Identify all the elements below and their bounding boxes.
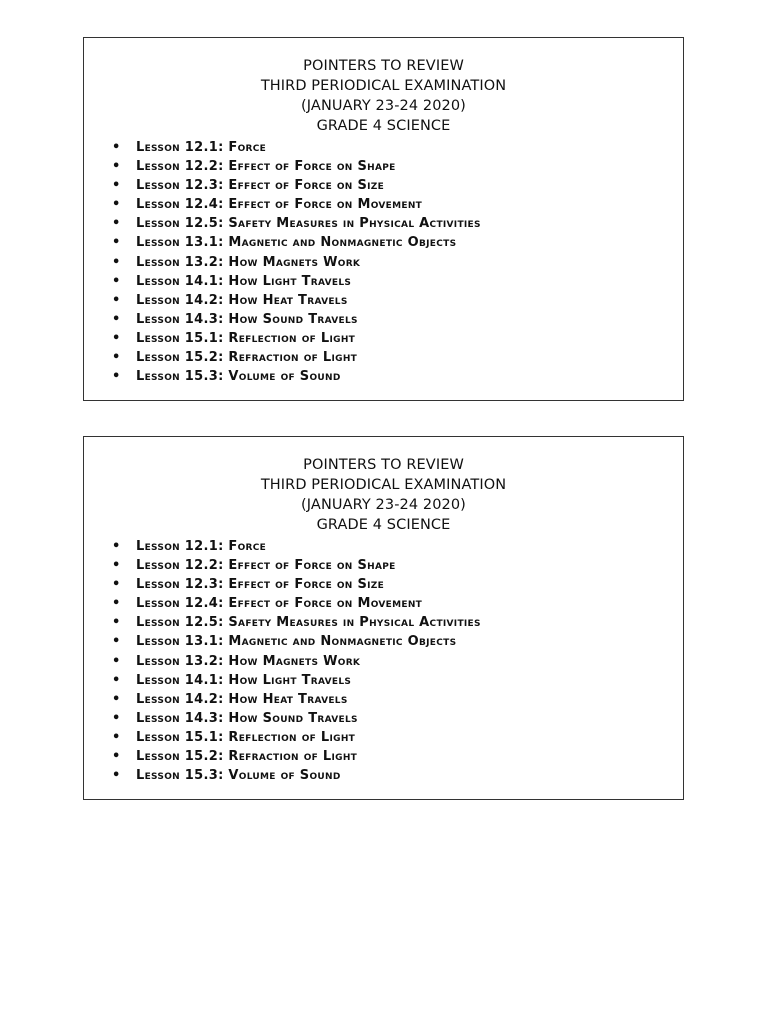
bullet-icon: • [112, 691, 121, 707]
lesson-item [110, 632, 481, 651]
lesson-text: Lesson 12.3: Effect of Force on Size [136, 577, 385, 593]
lesson-item [110, 329, 481, 348]
lesson-text: Lesson 12.2: Effect of Force on Shape [136, 558, 396, 574]
lesson-item [110, 747, 481, 766]
lesson-list [110, 138, 481, 386]
bullet-icon: • [112, 216, 121, 232]
header-subject: GRADE 4 SCIENCE [316, 118, 451, 134]
lesson-text: Lesson 15.2: Refraction of Light [136, 749, 358, 765]
bullet-icon: • [112, 292, 121, 308]
lesson-list [110, 537, 481, 785]
lesson-text: Lesson 12.2: Effect of Force on Shape [136, 159, 396, 175]
lesson-text: Lesson 15.3: Volume of Sound [136, 369, 341, 385]
bullet-icon: • [112, 634, 121, 650]
lesson-text: Lesson 12.1: Force [136, 140, 267, 155]
lesson-text: Lesson 12.4: Effect of Force on Movement [136, 197, 423, 213]
bullet-icon: • [112, 311, 121, 327]
lesson-text: Lesson 12.4: Effect of Force on Movement [136, 596, 423, 612]
lesson-item [110, 556, 481, 575]
lesson-item [110, 367, 481, 386]
lesson-item [110, 195, 481, 214]
lesson-item [110, 594, 481, 613]
lesson-text: Lesson 13.1: Magnetic and Nonmagnetic Objects [136, 634, 457, 650]
header-exam: THIRD PERIODICAL EXAMINATION [260, 477, 507, 493]
bullet-icon: • [112, 235, 121, 251]
lesson-text: Lesson 12.5: Safety Measures in Physical Activities [136, 216, 481, 232]
lesson-text: Lesson 12.3: Effect of Force on Size [136, 178, 385, 194]
lesson-item [110, 575, 481, 594]
lesson-item [110, 310, 481, 329]
review-card [83, 436, 684, 800]
lesson-item [110, 766, 481, 785]
lesson-item [110, 214, 481, 233]
bullet-icon: • [112, 729, 121, 745]
lesson-item [110, 291, 481, 310]
bullet-icon: • [112, 159, 121, 175]
bullet-icon: • [112, 369, 121, 385]
header-date: (JANUARY 23-24 2020) [301, 98, 466, 114]
lesson-text: Lesson 15.3: Volume of Sound [136, 768, 341, 784]
lesson-item [110, 709, 481, 728]
lesson-text: Lesson 14.1: How Light Travels [136, 273, 352, 289]
lesson-item [110, 728, 481, 747]
bullet-icon: • [112, 330, 121, 346]
bullet-icon: • [112, 596, 121, 612]
review-card [83, 37, 684, 401]
bullet-icon: • [112, 178, 121, 194]
lesson-text: Lesson 15.1: Reflection of Light [136, 330, 356, 346]
lesson-item [110, 613, 481, 632]
bullet-icon: • [112, 539, 121, 554]
lesson-item [110, 138, 481, 157]
bullet-icon: • [112, 350, 121, 366]
lesson-item [110, 272, 481, 291]
lesson-item [110, 652, 481, 671]
lesson-text: Lesson 15.1: Reflection of Light [136, 729, 356, 745]
bullet-icon: • [112, 749, 121, 765]
bullet-icon: • [112, 653, 121, 669]
header-date: (JANUARY 23-24 2020) [301, 497, 466, 513]
card-header [84, 56, 683, 136]
bullet-icon: • [112, 768, 121, 784]
lesson-item [110, 157, 481, 176]
bullet-icon: • [112, 197, 121, 213]
lesson-text: Lesson 14.3: How Sound Travels [136, 710, 358, 726]
bullet-icon: • [112, 710, 121, 726]
bullet-icon: • [112, 140, 121, 155]
lesson-text: Lesson 14.3: How Sound Travels [136, 311, 358, 327]
lesson-item [110, 253, 481, 272]
bullet-icon: • [112, 615, 121, 631]
bullet-icon: • [112, 672, 121, 688]
lesson-item [110, 348, 481, 367]
lesson-text: Lesson 12.5: Safety Measures in Physical Activities [136, 615, 481, 631]
lesson-text: Lesson 13.2: How Magnets Work [136, 254, 361, 270]
bullet-icon: • [112, 577, 121, 593]
lesson-item [110, 671, 481, 690]
card-header [84, 455, 683, 535]
lesson-item [110, 690, 481, 709]
lesson-item [110, 176, 481, 195]
lesson-item [110, 233, 481, 252]
bullet-icon: • [112, 254, 121, 270]
lesson-item [110, 537, 481, 556]
lesson-text: Lesson 13.2: How Magnets Work [136, 653, 361, 669]
bullet-icon: • [112, 273, 121, 289]
lesson-text: Lesson 14.2: How Heat Travels [136, 691, 348, 707]
header-subject: GRADE 4 SCIENCE [316, 517, 451, 533]
lesson-text: Lesson 13.1: Magnetic and Nonmagnetic Objects [136, 235, 457, 251]
lesson-text: Lesson 14.2: How Heat Travels [136, 292, 348, 308]
lesson-text: Lesson 14.1: How Light Travels [136, 672, 352, 688]
header-title: POINTERS TO REVIEW [303, 58, 464, 74]
lesson-text: Lesson 12.1: Force [136, 539, 267, 554]
lesson-text: Lesson 15.2: Refraction of Light [136, 350, 358, 366]
header-exam: THIRD PERIODICAL EXAMINATION [260, 78, 507, 94]
header-title: POINTERS TO REVIEW [303, 457, 464, 473]
bullet-icon: • [112, 558, 121, 574]
